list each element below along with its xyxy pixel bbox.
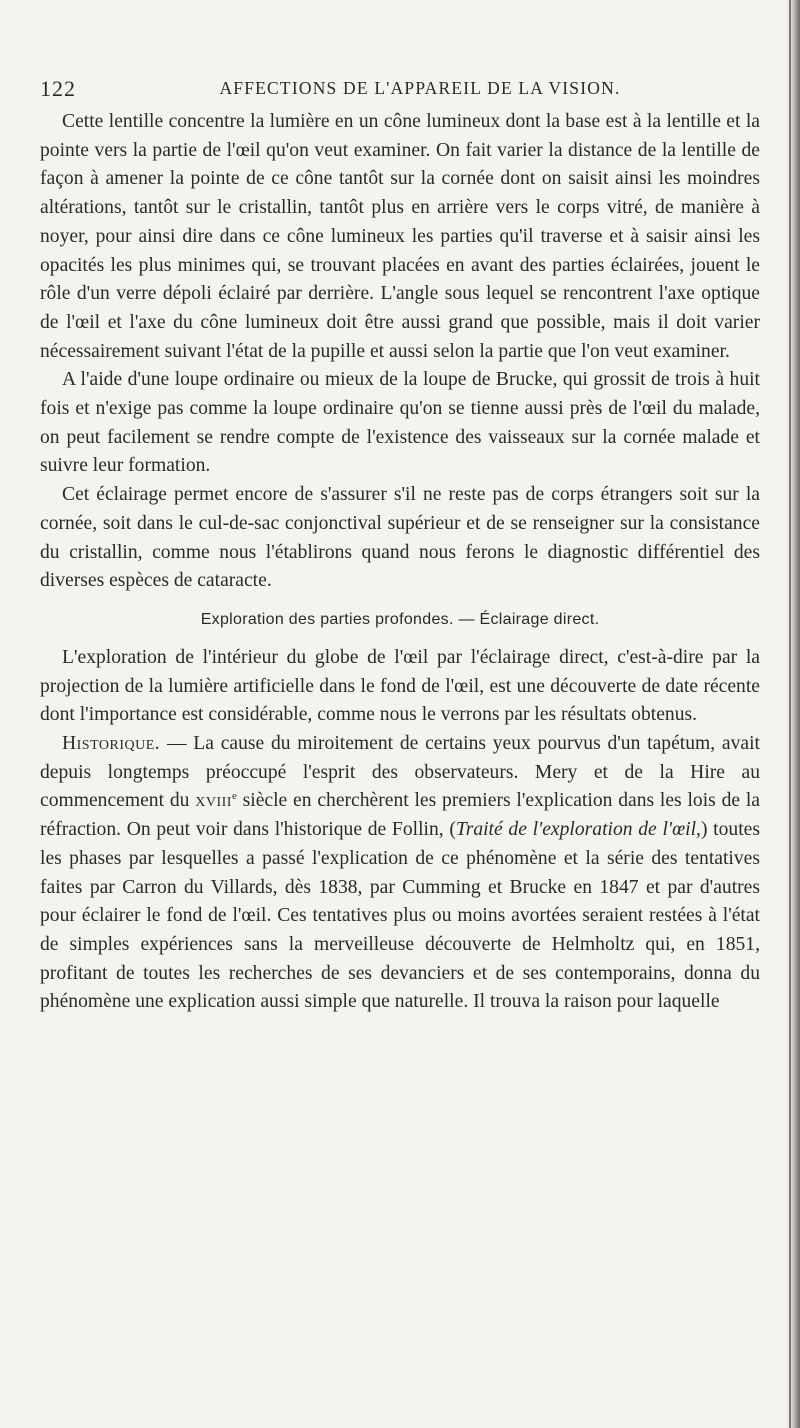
- historique-label: Historique.: [62, 733, 161, 755]
- running-head: AFFECTIONS DE L'APPAREIL DE LA VISION.: [219, 78, 621, 98]
- section-heading: Exploration des parties profondes. — Éclairage direct.: [200, 610, 600, 628]
- century-superscript: e: [231, 790, 237, 803]
- follin-book-title: Traité de l'exploration de l'œil,: [455, 819, 701, 841]
- paragraph-historique: [40, 730, 760, 1017]
- century-numeral: xviii: [195, 790, 232, 812]
- page-edge-line: [789, 0, 791, 1428]
- historique-text-a: — La cause du miroitement de certains yeux pourvus d'un tapétum, avait depuis longtemps préoccupé l'esprit des observateurs. Mery et de la Hire au commencement du: [40, 733, 760, 812]
- historique-text-b: siècle en cherchèrent les premiers l'explication dans les lois de la réfraction. On peut voir dans l'historique de Follin, (: [40, 790, 761, 841]
- page-body: [40, 108, 760, 1017]
- page-number: 122: [40, 76, 76, 101]
- paragraph-lens-cone: Cette lentille concentre la lumière en un cône lumineux dont la base est à la lentille et la pointe vers la partie de l'œil qu'on veut examiner. On fait varier la distance de la lentille de façon à amener la pointe de ce cône tantôt sur la cornée dont on saisit ainsi les moindres altérations, tantôt sur le cristallin, tantôt plus en arrière vers le corps vitré, de manière à noyer, pour ainsi dire dans ce cône lumineux les parties qu'il traverse et à saisir ainsi les opacités les plus minimes qui, se trouvant placées en avant des parties éclairées, jouent le rôle d'un verre dépoli éclairé par derrière. L'angle sous lequel se rencontrent l'axe optique de l'œil et l'axe du cône lumineux doit être aussi grand que possible, mais il doit varier nécessairement suivant l'état de la pupille et aussi selon la partie que l'on veut examiner.: [40, 111, 760, 362]
- page-header: [40, 76, 760, 102]
- paragraph-foreign-bodies: Cet éclairage permet encore de s'assurer s'il ne reste pas de corps étrangers soit sur la cornée, soit dans le cul-de-sac conjonctival supérieur et de se renseigner sur la consistance du cristallin, comme nous l'établirons quand nous ferons le diagnostic différentiel des diverses espèces de cataracte.: [40, 484, 760, 592]
- paragraph-direct-lighting: L'exploration de l'intérieur du globe de l'œil par l'éclairage direct, c'est-à-dire par la projection de la lumière artificielle dans le fond de l'œil, est une découverte de date récente dont l'importance est considérable, comme nous le verrons par les résultats obtenus.: [40, 646, 760, 726]
- historique-text-c: ) toutes les phases par lesquelles a passé l'explication de ce phénomène et la série des tentatives faites par Carron du Villards, dès 1838, par Cumming et Brucke en 1847 et par d'autres pour éclairer le fond de l'œil. Ces tentatives plus ou moins avortées seraient restées à l'état de simples expériences sans la merveilleuse découverte de Helmholtz qui, en 1851, profitant de toutes les recherches de ses devanciers et de ses contemporains, donna du phénomène une explication aussi simple que naturelle. Il trouva la raison pour laquelle: [40, 819, 760, 1013]
- paragraph-brucke-loupe: A l'aide d'une loupe ordinaire ou mieux de la loupe de Brucke, qui grossit de trois à huit fois et n'exige pas comme la loupe ordinaire qu'on se tienne aussi près de l'œil du malade, on peut facilement se rendre compte de l'existence des vaisseaux sur la cornée malade et suivre leur formation.: [40, 369, 760, 477]
